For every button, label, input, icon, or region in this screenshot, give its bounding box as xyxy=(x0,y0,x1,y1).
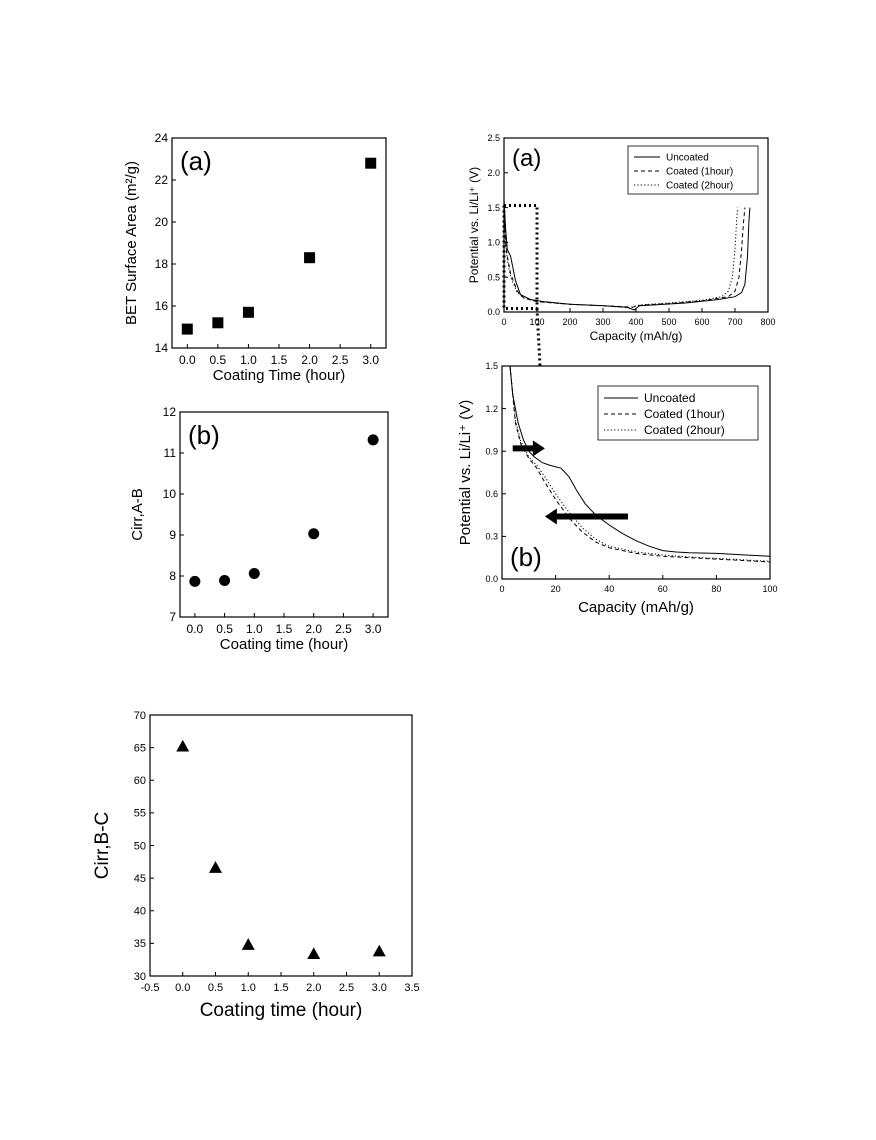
panel-label: (b) xyxy=(510,542,542,572)
x-tick-label: 700 xyxy=(727,317,743,327)
x-tick-label: 3.0 xyxy=(362,353,380,367)
y-tick-label: 0.0 xyxy=(487,307,500,318)
y-tick-label: 35 xyxy=(133,938,146,951)
x-tick-label: 300 xyxy=(595,317,611,327)
data-point-triangle xyxy=(209,861,222,873)
data-point-triangle xyxy=(242,938,255,950)
zoom-region-box xyxy=(504,206,537,309)
x-tick-label: 600 xyxy=(694,317,710,327)
x-tick-label: 1.5 xyxy=(270,353,288,367)
x-tick-label: 2.5 xyxy=(331,353,349,367)
y-tick-label: 2.0 xyxy=(487,167,500,178)
panel-label: (a) xyxy=(512,145,542,172)
y-tick-label: 22 xyxy=(154,173,168,188)
legend-label: Coated (2hour) xyxy=(644,423,725,438)
x-axis-label: Coating time (hour) xyxy=(199,1000,363,1021)
x-tick-label: 1.0 xyxy=(245,622,263,636)
y-tick-label: 0.9 xyxy=(485,446,498,457)
y-tick-label: 10 xyxy=(162,487,176,502)
x-tick-label: 400 xyxy=(628,317,644,327)
data-point-circle xyxy=(219,575,230,586)
data-point-triangle xyxy=(307,947,320,959)
panel-label: (b) xyxy=(188,420,220,450)
data-point-square xyxy=(365,158,376,169)
data-point-circle xyxy=(189,576,200,587)
series-line-dotted xyxy=(504,201,738,308)
x-tick-label: 0.0 xyxy=(178,353,196,367)
legend-label: Coated (1hour) xyxy=(666,166,734,178)
y-axis-label: Potential vs. Li/Li⁺ (V) xyxy=(467,166,481,284)
y-tick-label: 2.5 xyxy=(487,133,500,144)
x-axis-label: Capacity (mAh/g) xyxy=(589,329,683,343)
data-point-triangle xyxy=(373,945,386,957)
y-tick-label: 0.6 xyxy=(485,488,498,499)
x-tick-label: 60 xyxy=(657,584,668,594)
legend-label: Uncoated xyxy=(644,391,696,406)
data-point-circle xyxy=(249,568,260,579)
x-tick-label: 100 xyxy=(529,317,545,327)
x-tick-label: 2.0 xyxy=(301,353,318,367)
x-axis-label: Coating Time (hour) xyxy=(212,367,346,384)
legend-label: Coated (1hour) xyxy=(644,407,725,422)
x-tick-label: 2.5 xyxy=(338,982,355,994)
series-line-solid xyxy=(504,201,750,310)
data-point-circle xyxy=(368,434,379,445)
x-tick-label: 200 xyxy=(562,317,578,327)
y-tick-label: 65 xyxy=(133,742,146,755)
y-tick-label: 8 xyxy=(169,569,176,584)
data-point-square xyxy=(212,317,223,328)
legend-label: Coated (2hour) xyxy=(666,180,734,192)
x-axis-label: Capacity (mAh/g) xyxy=(578,599,694,616)
y-tick-label: 50 xyxy=(133,840,146,853)
panel-label: (a) xyxy=(180,146,212,176)
cirr-bc-chart xyxy=(92,710,420,1021)
y-tick-label: 0.5 xyxy=(487,272,500,283)
y-tick-label: 9 xyxy=(169,528,176,543)
data-point-triangle xyxy=(176,740,189,752)
arrow-right xyxy=(513,440,545,456)
y-tick-label: 1.5 xyxy=(485,361,498,372)
x-tick-label: 3.0 xyxy=(371,982,387,994)
y-tick-label: 0.0 xyxy=(485,574,498,585)
plot-frame xyxy=(150,715,412,976)
data-point-square xyxy=(182,324,193,335)
x-tick-label: 80 xyxy=(711,584,722,594)
legend-label: Uncoated xyxy=(666,152,709,164)
x-tick-label: 40 xyxy=(604,584,615,594)
x-tick-label: 3.5 xyxy=(404,982,420,994)
data-point-circle xyxy=(308,528,319,539)
x-tick-label: 0.5 xyxy=(207,982,224,994)
arrow-left xyxy=(545,509,628,525)
x-tick-label: 0.0 xyxy=(175,982,191,994)
x-tick-label: 100 xyxy=(762,584,778,594)
y-tick-label: 1.0 xyxy=(487,237,500,248)
y-tick-label: 24 xyxy=(154,131,168,146)
y-axis-label: BET Surface Area (m²/g) xyxy=(123,161,140,325)
x-tick-label: 1.0 xyxy=(240,982,256,994)
bet-surface-area-chart xyxy=(123,131,386,384)
y-tick-label: 60 xyxy=(133,775,146,788)
x-tick-label: 0 xyxy=(499,584,505,594)
y-tick-label: 55 xyxy=(133,807,146,820)
x-tick-label: 2.5 xyxy=(335,622,352,636)
y-tick-label: 1.2 xyxy=(485,403,498,414)
y-tick-label: 45 xyxy=(133,872,146,885)
x-tick-label: 2.0 xyxy=(305,622,323,636)
y-axis-label: Potential vs. Li/Li⁺ (V) xyxy=(457,399,474,546)
voltage-profile-full-chart xyxy=(467,133,776,343)
x-tick-label: 1.5 xyxy=(273,982,289,994)
y-tick-label: 16 xyxy=(154,299,168,314)
y-tick-label: 0.3 xyxy=(485,531,498,542)
y-tick-label: 1.5 xyxy=(487,202,500,213)
y-tick-label: 11 xyxy=(163,446,176,461)
x-axis-label: Coating time (hour) xyxy=(219,636,349,653)
series-line-dashed xyxy=(504,201,745,308)
y-tick-label: 40 xyxy=(133,905,146,918)
x-tick-label: 1.0 xyxy=(240,353,257,367)
cirr-ab-chart xyxy=(129,405,388,653)
y-tick-label: 14 xyxy=(154,341,168,356)
x-tick-label: 0.0 xyxy=(186,622,204,636)
data-point-square xyxy=(243,307,254,318)
y-tick-label: 12 xyxy=(162,405,176,420)
y-axis-label: Cirr,A-B xyxy=(129,488,146,541)
x-tick-label: 0.5 xyxy=(216,622,233,636)
x-tick-label: 0.5 xyxy=(209,353,227,367)
x-tick-label: 500 xyxy=(661,317,677,327)
y-tick-label: 30 xyxy=(133,970,146,983)
x-tick-label: 800 xyxy=(760,317,776,327)
x-tick-label: 2.0 xyxy=(306,982,322,994)
y-tick-label: 18 xyxy=(154,257,168,272)
x-tick-label: 0 xyxy=(501,317,507,327)
x-tick-label: 20 xyxy=(550,584,561,594)
y-tick-label: 70 xyxy=(133,709,146,722)
data-point-square xyxy=(304,252,315,263)
y-tick-label: 7 xyxy=(169,610,176,625)
y-tick-label: 20 xyxy=(154,215,168,230)
x-tick-label: 1.5 xyxy=(275,622,293,636)
x-tick-label: -0.5 xyxy=(140,982,160,994)
y-axis-label: Cirr,B-C xyxy=(92,811,113,880)
voltage-profile-zoom-chart xyxy=(457,361,778,616)
x-tick-label: 3.0 xyxy=(364,622,382,636)
